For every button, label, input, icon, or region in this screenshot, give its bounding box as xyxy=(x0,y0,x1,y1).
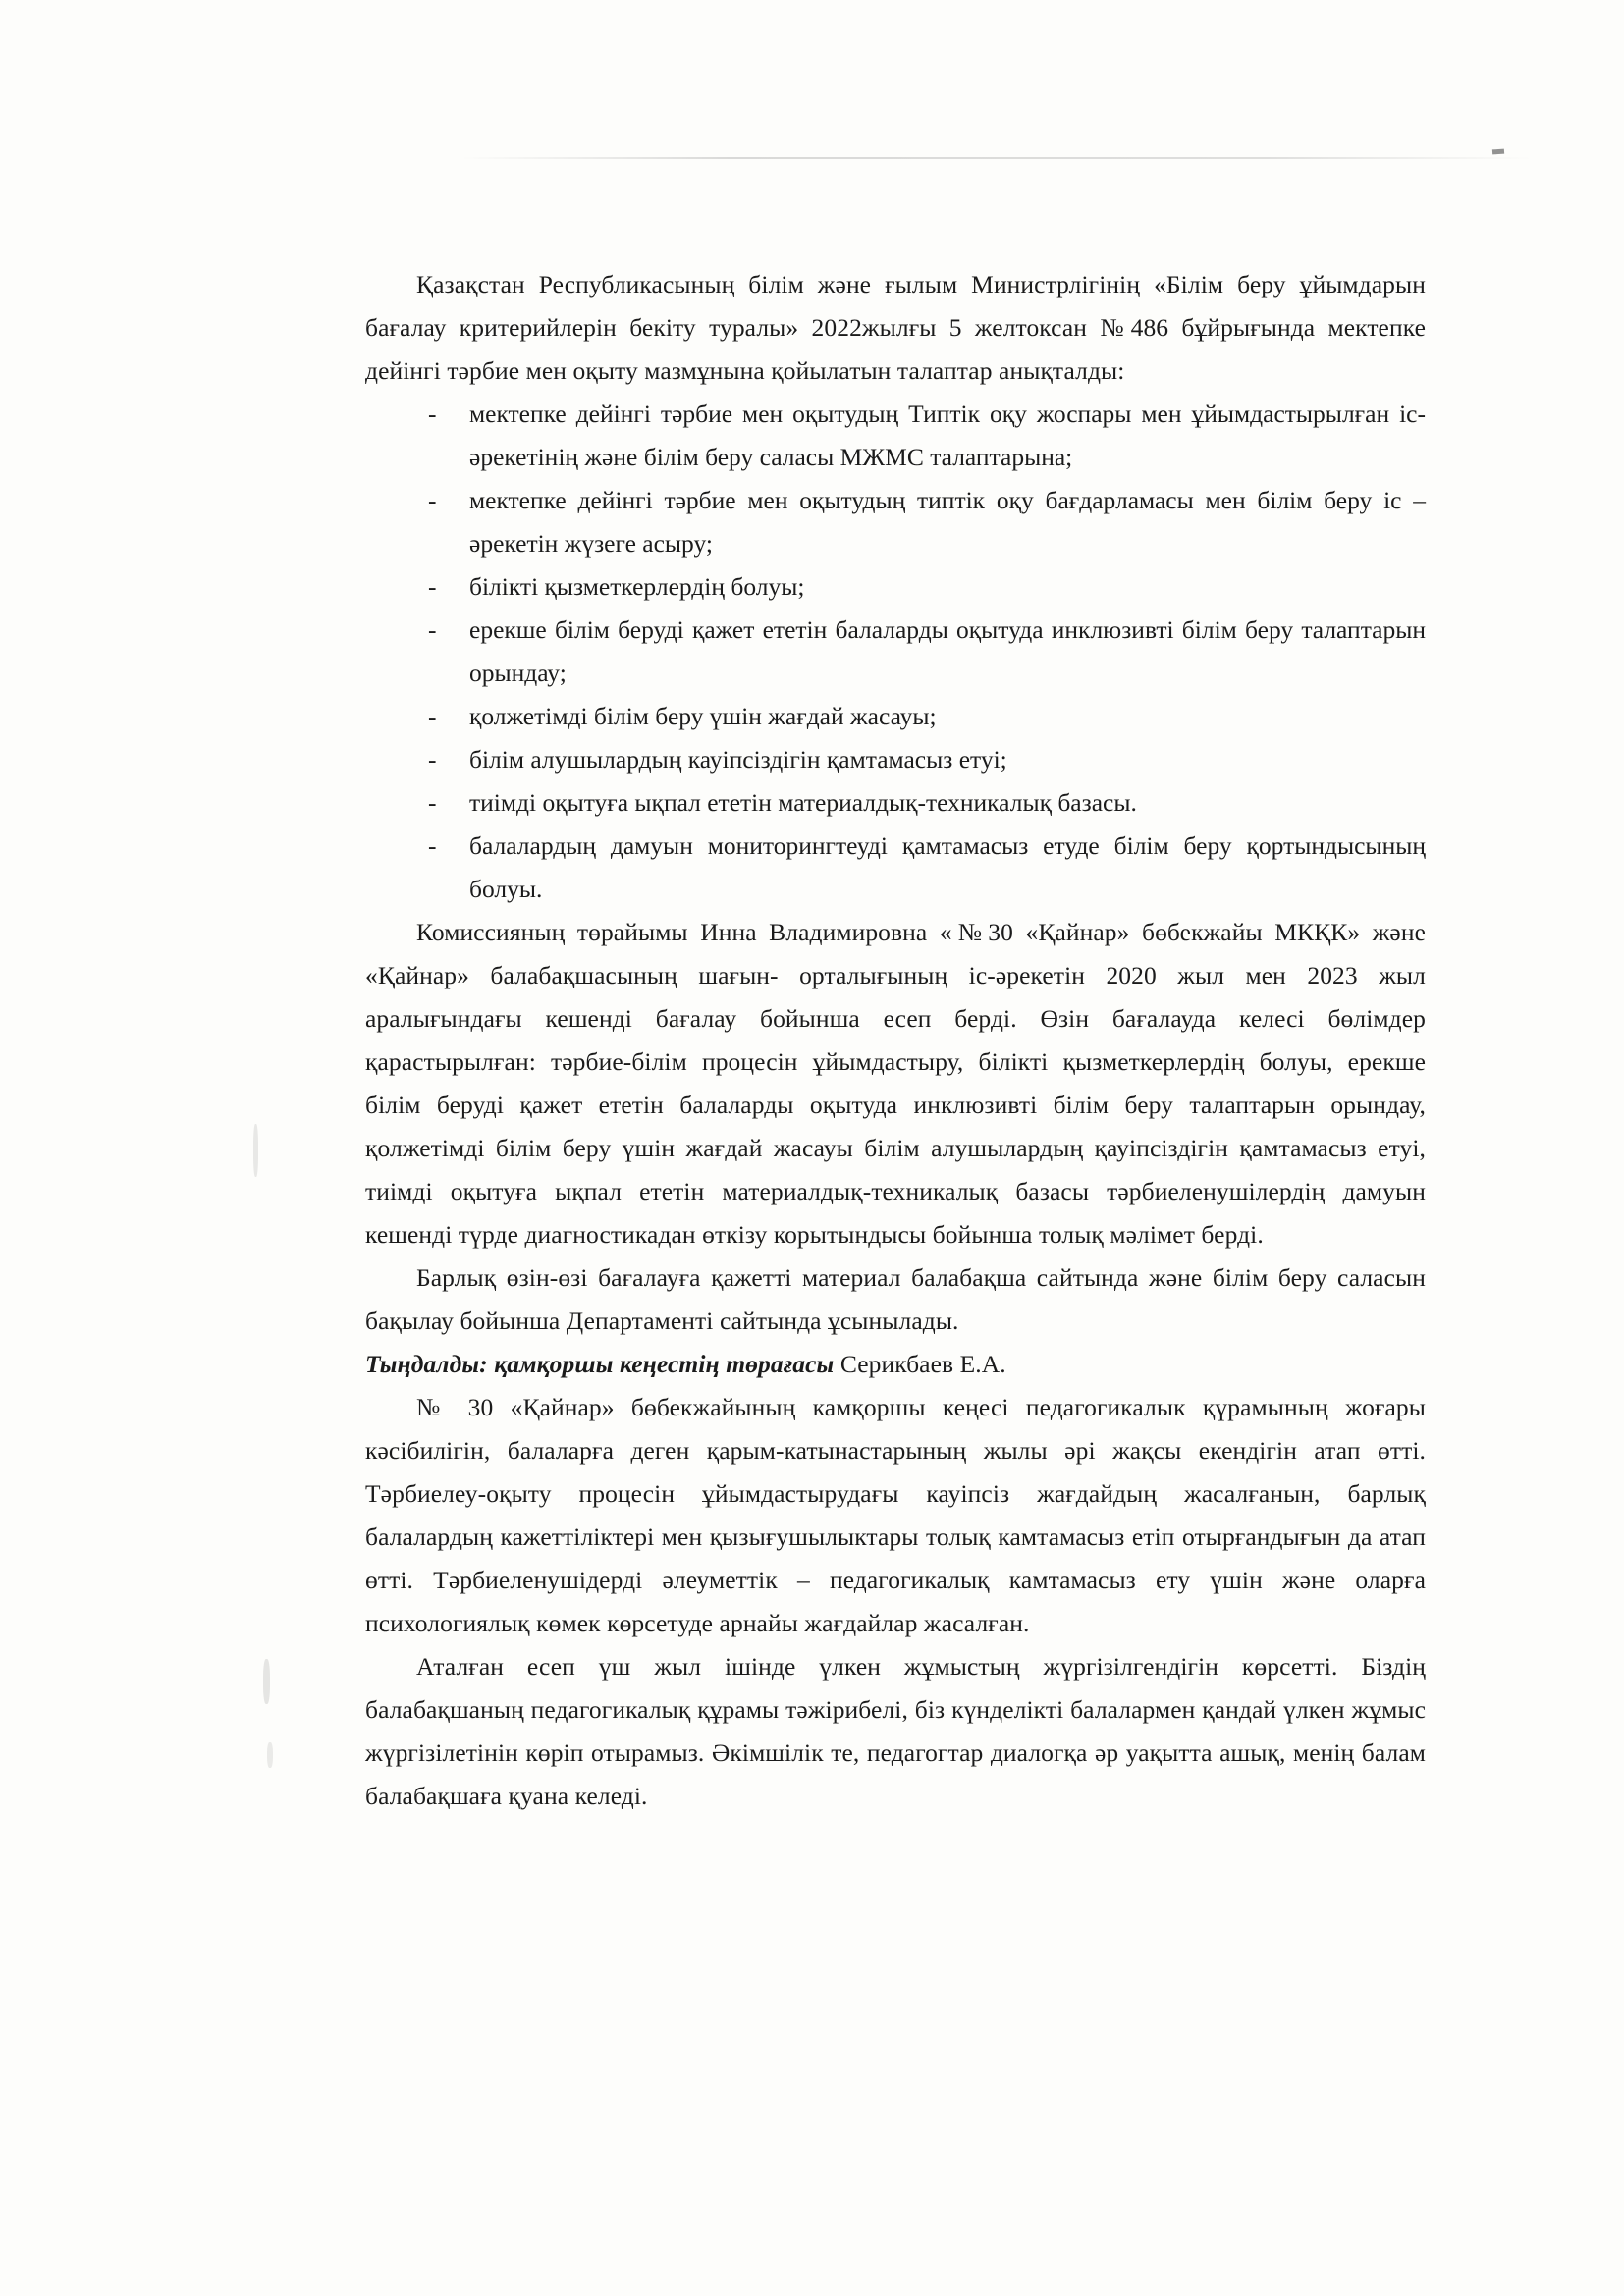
bullet-marker: - xyxy=(428,615,437,644)
bullet-marker: - xyxy=(428,788,437,817)
council-statement-paragraph: № 30 «Қайнар» бөбекжайының камқоршы кеңесі педагогикалык құрамының жоғары кәсібилігін, балаларға деген қарым-катынастарының жылы әрі жақсы екендігін атап өтті. Тәрбиелеу-оқыту процесін ұйымдастырудағы кауіпсіз жағдайдың жасалғанын, барлық балалардың кажеттіліктері мен қызығушылыктары толық камтамасыз етіп отырғандығын да атап өтті. Тәрбиеленушідерді әлеуметтік – педагогикалық камтамасыз ету үшін және оларға психологиялық көмек көрсетуде арнайы жағдайлар жасалған. xyxy=(365,1393,1426,1637)
list-item xyxy=(422,825,1426,911)
scan-artifact-smudge xyxy=(253,1124,258,1177)
bullet-marker: - xyxy=(428,831,437,860)
list-item xyxy=(422,695,1426,738)
intro-paragraph: Қазақстан Республикасының білім және ғылым Министрлігінің «Білім беру ұйымдарын бағалау критерийлерін бекіту туралы» 2022жылғы 5 желтоксан №486 бұйрығында мектепке дейінгі тәрбие мен оқыту мазмұнына қойылатын талаптар анықталды: xyxy=(365,270,1426,385)
list-item-label: ерекше білім беруді қажет ететін балаларды оқытуда инклюзивті білім беру талаптарын орындау; xyxy=(469,615,1426,687)
bullet-marker: - xyxy=(428,572,437,601)
list-item xyxy=(422,479,1426,565)
scan-artifact-tick xyxy=(1492,149,1504,155)
list-item xyxy=(422,609,1426,695)
list-item-label: мектепке дейінгі тәрбие мен оқытудың Типтік оқу жоспары мен ұйымдастырылған іс-әрекетінің және білім беру саласы МЖМС талаптарына; xyxy=(469,400,1426,471)
list-item-label: білім алушылардың кауіпсіздігін қамтамасыз етуі; xyxy=(469,745,1007,774)
bullet-marker: - xyxy=(428,745,437,774)
conclusion-paragraph: Аталған есеп үш жыл ішінде үлкен жұмыстың жүргізілгендігін көрсетті. Біздің балабақшаның педагогикалық құрамы тәжірибелі, біз күнделікті балалармен қандай үлкен жұмыс жүргізілетінін көріп отырамыз. Әкімшілік те, педагогтар диалогқа әр уақытта ашық, менің балам балабақшаға қуана келеді. xyxy=(365,1652,1426,1810)
bullet-marker: - xyxy=(428,486,437,514)
list-item xyxy=(422,781,1426,825)
scan-artifact-smudge xyxy=(267,1742,273,1768)
listened-speaker: Серикбаев Е.А. xyxy=(834,1350,1006,1378)
requirements-list xyxy=(365,393,1426,911)
list-item-label: балалардың дамуын мониторингтеуді қамтамасыз етуде білім беру қортындысының болуы. xyxy=(469,831,1426,903)
materials-availability-paragraph: Барлық өзін-өзі бағалауға қажетті материал балабақша сайтында және білім беру саласын бақылау бойынша Департаменті сайтында ұсынылады. xyxy=(365,1263,1426,1335)
list-item-label: қолжетімді білім беру үшін жағдай жасауы; xyxy=(469,702,937,730)
scan-artifact-smudge xyxy=(263,1659,270,1704)
commission-report-paragraph: Комиссияның төрайымы Инна Владимировна «№30 «Қайнар» бөбекжайы МКҚК» және «Қайнар» балабақшасының шағын- орталығының іс-әрекетін 2020 жыл мен 2023 жыл аралығындағы кешенді бағалау бойынша есеп берді. Өзін бағалауда келесі бөлімдер қарастырылған: тәрбие-білім процесін ұйымдастыру, білікті қызметкерлердің болуы, ерекше білім беруді қажет ететін балаларды оқытуда инклюзивті білім беру талаптарын орындау, қолжетімді білім беру үшін жағдай жасауы білім алушылардың қауіпсіздігін қамтамасыз етуі, тиімді оқытуға ықпал ететін материалдық-техникалық базасы тәрбиеленушілердің дамуын кешенді түрде диагностикадан өткізу корытындысы бойынша толық мәлімет берді. xyxy=(365,918,1426,1249)
list-item-label: білікті қызметкерлердің болуы; xyxy=(469,572,805,601)
list-item xyxy=(422,565,1426,609)
listened-line xyxy=(365,1343,1426,1386)
scan-artifact-line xyxy=(461,157,1532,159)
document-body xyxy=(365,263,1426,1818)
list-item-label: мектепке дейінгі тәрбие мен оқытудың типтік оқу бағдарламасы мен білім беру іс – әрекетін жүзеге асыру; xyxy=(469,486,1426,558)
list-item-label: тиімді оқытуға ықпал ететін материалдық-техникалық базасы. xyxy=(469,788,1137,817)
bullet-marker: - xyxy=(428,400,437,428)
listened-label: Тыңдалды: қамқоршы кеңестің төрағасы xyxy=(365,1350,835,1378)
list-item xyxy=(422,738,1426,781)
list-item xyxy=(422,393,1426,479)
bullet-marker: - xyxy=(428,702,437,730)
